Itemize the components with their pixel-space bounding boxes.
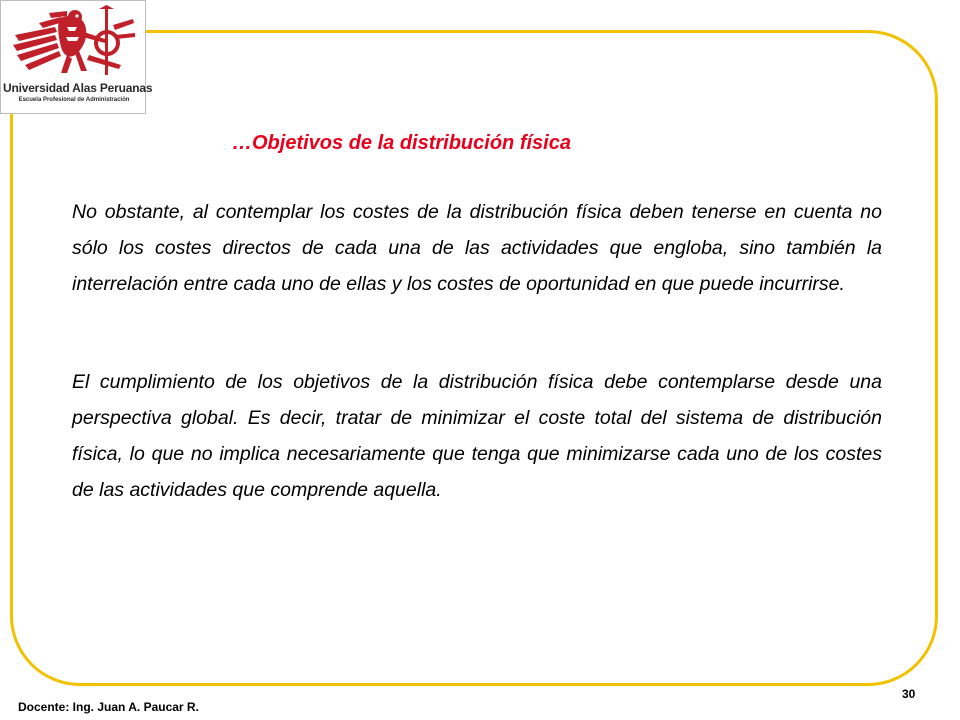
paragraph-costes: No obstante, al contemplar los costes de la distribución física deben tenerse en cuenta no sólo los costes directos de cada una de las actividades que engloba, sino también la interrelación entre cada uno de ellas y los costes de oportunidad en que puede incurrirse. (72, 201, 882, 295)
school-name: Escuela Profesional de Administración (18, 97, 130, 103)
winged-figure-emblem-icon (9, 5, 139, 79)
docente-label: Docente: Ing. Juan A. Paucar R. (18, 700, 199, 714)
university-logo (0, 0, 153, 114)
content-frame (10, 30, 938, 686)
university-name: Universidad Alas Peruanas (3, 81, 153, 95)
paragraph-cumplimiento: El cumplimiento de los objetivos de la distribución física debe contemplarse desde una perspectiva global. Es decir, tratar de minimizar el coste total del sistema de distribución física, lo que no implica necesariamente que tenga que minimizarse cada uno de los costes de las actividades que comprende aquella. (72, 371, 882, 501)
page-number: 30 (902, 687, 916, 701)
slide-title: …Objetivos de la distribución física (232, 132, 571, 154)
